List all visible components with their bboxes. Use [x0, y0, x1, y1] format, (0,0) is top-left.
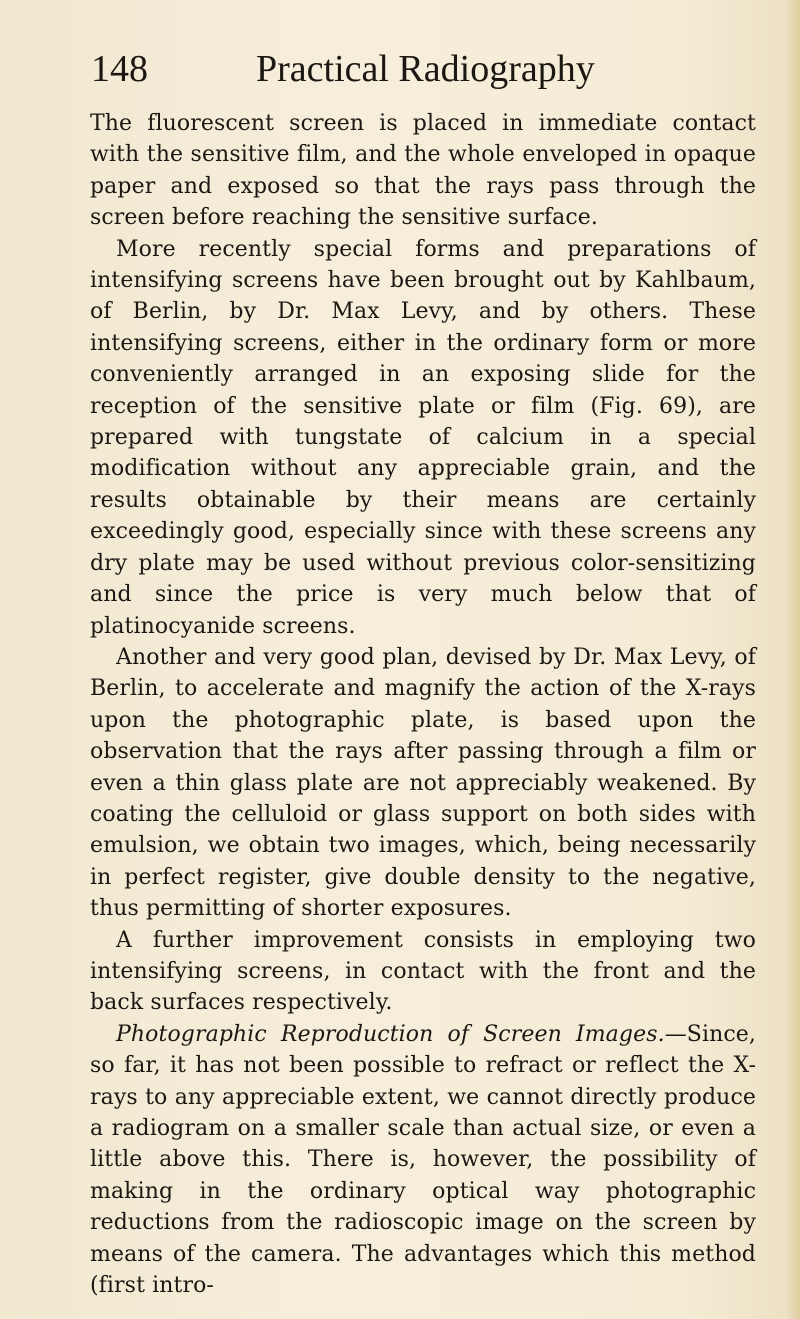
paragraph-4: A further improvement consists in employing two intensifying screens, in contact with the front and the back surfaces respectively.	[90, 927, 756, 1016]
running-title: Practical Radiography	[256, 48, 595, 90]
page-header	[91, 44, 711, 94]
page-number: 148	[91, 48, 148, 90]
body-text	[90, 108, 756, 1301]
paragraph-2: More recently special forms and preparations of intensifying screens have been brought out by Kahlbaum, of Berlin, by Dr. Max Levy, and by others. These intensifying screens, either in the ordinary form or more conveniently arranged in an exposing slide for the reception of the sensitive plate or film (Fig. 69), are prepared with tungstate of calcium in a special modification without any appreciable grain, and the results obtainable by their means are certainly exceedingly good, especially since with these screens any dry plate may be used without previous color-sensitizing and since the price is very much below that of platinocyanide screens.	[90, 236, 756, 639]
page-edge-shading	[786, 0, 800, 1319]
paragraph-5-text: —Since, so far, it has not been possible to refract or reflect the X-rays to any appreciable extent, we cannot directly produce a radiogram on a smaller scale than actual size, or even a little above this. There is, however, the possibility of making in the ordinary optical way photographic reductions from the radioscopic image on the screen by means of the camera. The advantages which this method (first intro-	[90, 1021, 756, 1299]
paragraph-1: The fluorescent screen is placed in immediate contact with the sensitive film, and the whole enveloped in opaque paper and exposed so that the rays pass through the screen before reaching the sensitive surface.	[90, 111, 756, 231]
paragraph-3: Another and very good plan, devised by Dr. Max Levy, of Berlin, to accelerate and magnify the action of the X-rays upon the photographic plate, is based upon the observation that the rays after passing through a film or even a thin glass plate are not appreciably weakened. By coating the celluloid or glass support on both sides with emulsion, we obtain two images, which, being necessarily in perfect register, give double density to the negative, thus permitting of shorter exposures.	[90, 644, 756, 922]
paragraph-5	[90, 1019, 756, 1302]
section-heading-italic: Photographic Reproduction of Screen Images.	[116, 1021, 665, 1047]
